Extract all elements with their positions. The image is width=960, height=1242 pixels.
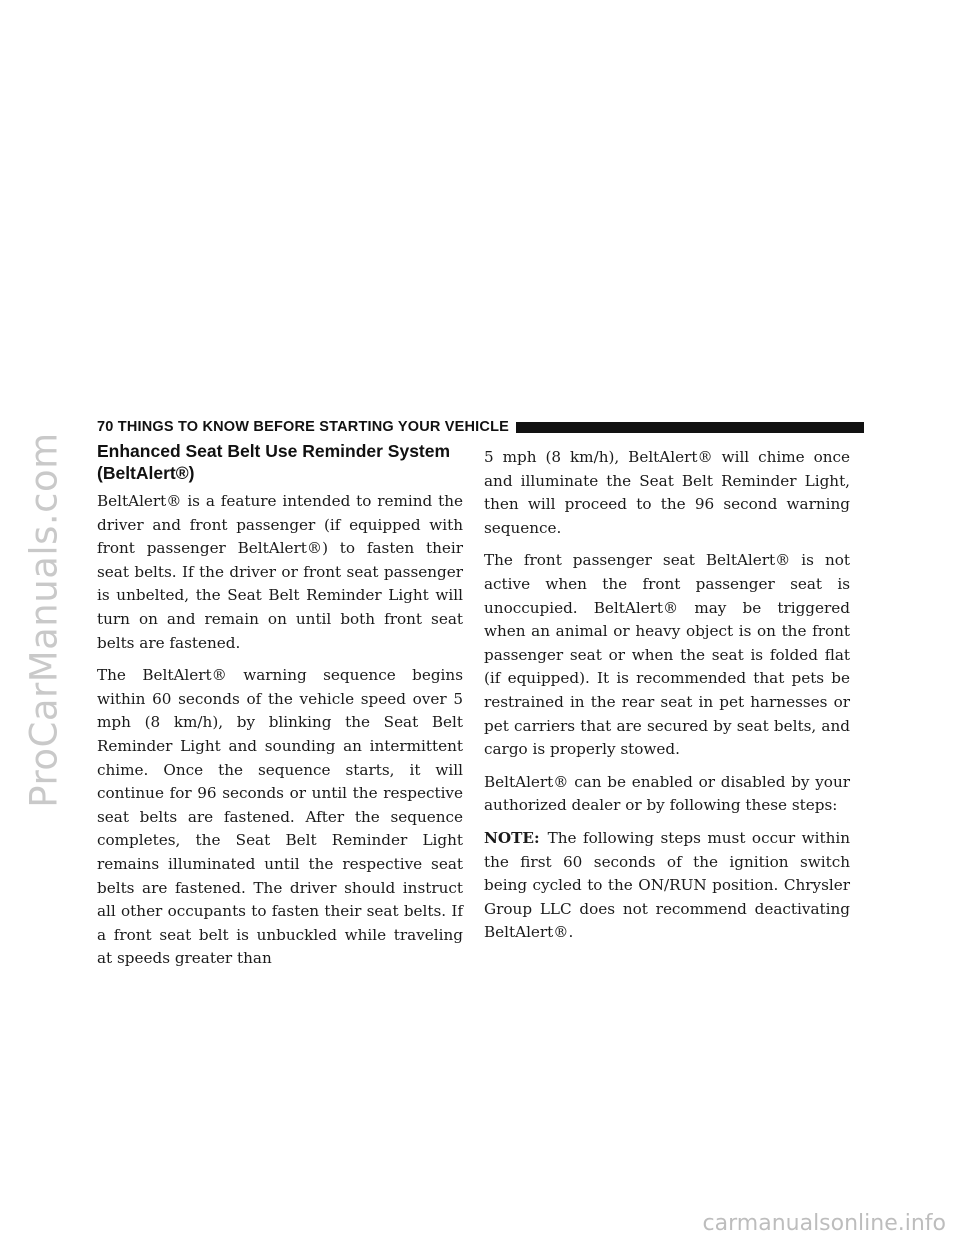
header-rule xyxy=(516,422,864,433)
paragraph: The BeltAlert® warning sequence begins within 60 seconds of the vehicle speed over 5 mph (8 km/h), by blinking the Seat Belt Reminder Light and sounding an intermittent chime. Once the sequence starts, it will continue for 96 seconds or until the respective seat belts are fastened. After the sequence completes, the Seat Belt Reminder Light remains illuminated until the respective seat belts are fastened. The driver should instruct all other occupants to fasten their seat belts. If a front seat belt is unbuckled while traveling at speeds greater than xyxy=(97,666,463,968)
left-column xyxy=(97,440,463,980)
page-header-text: 70 THINGS TO KNOW BEFORE STARTING YOUR VEHICLE xyxy=(97,419,510,435)
paragraph: BeltAlert® can be enabled or disabled by your authorized dealer or by following these steps: xyxy=(484,772,850,815)
paragraph: The front passenger seat BeltAlert® is not active when the front passenger seat is unoccupied. BeltAlert® may be triggered when an animal or heavy object is on the front passenger seat or when the seat is folded flat (if equipped). It is recommended that pets be restrained in the rear seat in pet harnesses or pet carriers that are secured by seat belts, and cargo is properly stowed. xyxy=(484,551,850,759)
side-watermark-text: ProCarManuals.com xyxy=(22,432,66,808)
note-paragraph xyxy=(484,827,850,945)
note-label: NOTE: xyxy=(484,828,540,847)
note-text: The following steps must occur within the first 60 seconds of the ignition switch being cycled to the ON/RUN position. Chrysler Group LLC does not recommend deactivating BeltAlert®. xyxy=(484,828,850,942)
paragraph: 5 mph (8 km/h), BeltAlert® will chime once and illuminate the Seat Belt Reminder Light, then will proceed to the 96 second warning sequence. xyxy=(484,448,850,537)
right-column xyxy=(484,446,850,954)
bottom-watermark: carmanualsonline.info xyxy=(702,1211,946,1236)
paragraph: BeltAlert® is a feature intended to remind the driver and front passenger (if equipped with front passenger BeltAlert®) to fasten their seat belts. If the driver or front seat passenger is unbelted, the Seat Belt Reminder Light will turn on and remain on until both front seat belts are fastened. xyxy=(97,492,463,652)
page-header xyxy=(97,418,864,436)
section-title: Enhanced Seat Belt Use Reminder System (BeltAlert®) xyxy=(97,441,451,483)
